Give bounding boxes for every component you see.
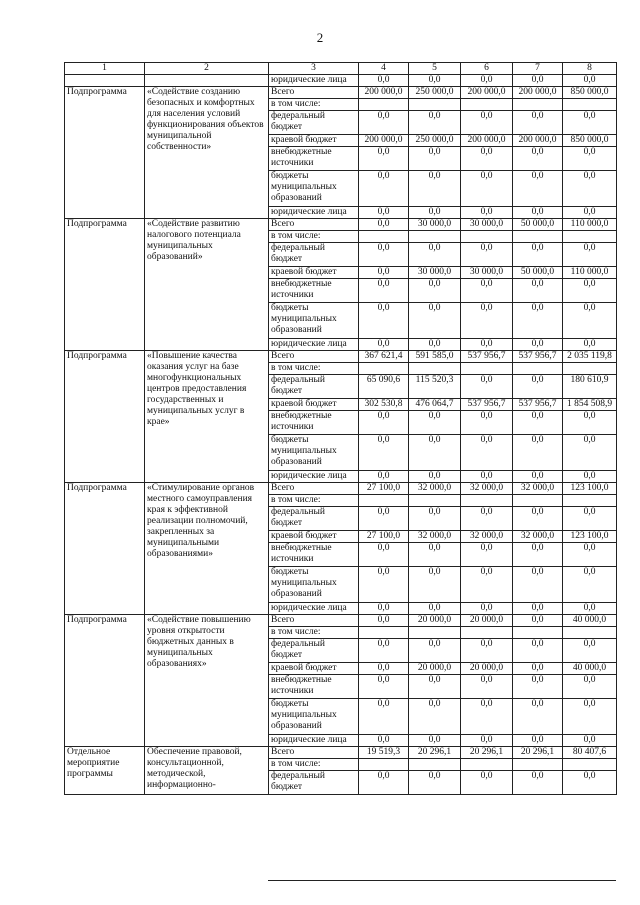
amount-cell: 0,0 bbox=[513, 663, 563, 675]
column-header: 1 bbox=[65, 63, 145, 75]
amount-cell: 0,0 bbox=[513, 279, 563, 303]
amount-cell: 0,0 bbox=[409, 279, 461, 303]
funding-source-label: внебюджетные источники bbox=[269, 675, 359, 699]
amount-cell: 0,0 bbox=[409, 411, 461, 435]
funding-source-label: бюджеты муниципальных образований bbox=[269, 567, 359, 603]
amount-cell: 367 621,4 bbox=[359, 351, 409, 363]
amount-cell bbox=[563, 231, 617, 243]
amount-cell: 537 956,7 bbox=[513, 351, 563, 363]
amount-cell: 0,0 bbox=[409, 675, 461, 699]
amount-cell bbox=[461, 231, 513, 243]
amount-cell bbox=[513, 363, 563, 375]
funding-source-label: Всего bbox=[269, 615, 359, 627]
amount-cell: 0,0 bbox=[513, 147, 563, 171]
funding-source-label: внебюджетные источники bbox=[269, 147, 359, 171]
amount-cell: 0,0 bbox=[359, 171, 409, 207]
program-name: «Повышение качества оказания услуг на базе многофункциональных центров предоставления государственных и муниципальных услуг в крае» bbox=[145, 351, 269, 483]
empty-cell bbox=[65, 75, 145, 87]
funding-source-label: бюджеты муниципальных образований bbox=[269, 303, 359, 339]
amount-cell: 0,0 bbox=[563, 639, 617, 663]
amount-cell: 123 100,0 bbox=[563, 483, 617, 495]
amount-cell bbox=[409, 99, 461, 111]
amount-cell: 32 000,0 bbox=[409, 483, 461, 495]
amount-cell bbox=[409, 627, 461, 639]
amount-cell: 476 064,7 bbox=[409, 399, 461, 411]
amount-cell: 0,0 bbox=[409, 111, 461, 135]
amount-cell bbox=[409, 363, 461, 375]
amount-cell: 591 585,0 bbox=[409, 351, 461, 363]
amount-cell: 0,0 bbox=[563, 411, 617, 435]
program-name: «Содействие развитию налогового потенциала муниципальных образований» bbox=[145, 219, 269, 351]
amount-cell: 0,0 bbox=[409, 243, 461, 267]
amount-cell: 0,0 bbox=[563, 303, 617, 339]
amount-cell: 0,0 bbox=[563, 699, 617, 735]
funding-source-label: краевой бюджет bbox=[269, 531, 359, 543]
amount-cell: 0,0 bbox=[563, 471, 617, 483]
amount-cell: 30 000,0 bbox=[461, 267, 513, 279]
amount-cell: 0,0 bbox=[461, 411, 513, 435]
amount-cell: 115 520,3 bbox=[409, 375, 461, 399]
program-name: «Содействие повышению уровня открытости бюджетных данных в муниципальных образованиях» bbox=[145, 615, 269, 747]
amount-cell: 200 000,0 bbox=[461, 87, 513, 99]
amount-cell: 0,0 bbox=[409, 543, 461, 567]
table-row bbox=[65, 351, 617, 363]
funding-source-label: федеральный бюджет bbox=[269, 507, 359, 531]
funding-source-label: в том числе: bbox=[269, 363, 359, 375]
amount-cell bbox=[359, 495, 409, 507]
amount-cell: 0,0 bbox=[409, 771, 461, 795]
amount-cell bbox=[409, 495, 461, 507]
funding-source-label: бюджеты муниципальных образований bbox=[269, 699, 359, 735]
amount-cell: 80 407,6 bbox=[563, 747, 617, 759]
amount-cell bbox=[409, 231, 461, 243]
amount-cell: 0,0 bbox=[461, 639, 513, 663]
amount-cell: 0,0 bbox=[359, 267, 409, 279]
amount-cell: 0,0 bbox=[409, 207, 461, 219]
budget-table bbox=[64, 62, 617, 795]
amount-cell: 850 000,0 bbox=[563, 87, 617, 99]
amount-cell bbox=[461, 99, 513, 111]
amount-cell: 0,0 bbox=[359, 675, 409, 699]
column-header: 7 bbox=[513, 63, 563, 75]
amount-cell: 0,0 bbox=[513, 171, 563, 207]
amount-cell: 0,0 bbox=[359, 507, 409, 531]
funding-source-label: федеральный бюджет bbox=[269, 111, 359, 135]
amount-cell: 30 000,0 bbox=[409, 267, 461, 279]
amount-cell: 110 000,0 bbox=[563, 219, 617, 231]
funding-source-label: Всего bbox=[269, 219, 359, 231]
amount-cell: 0,0 bbox=[359, 75, 409, 87]
amount-cell: 0,0 bbox=[461, 147, 513, 171]
amount-cell: 20 000,0 bbox=[409, 663, 461, 675]
funding-source-label: краевой бюджет bbox=[269, 267, 359, 279]
amount-cell: 0,0 bbox=[563, 279, 617, 303]
table-bottom-rule bbox=[268, 880, 616, 881]
header-row bbox=[65, 63, 617, 75]
funding-source-label: юридические лица bbox=[269, 603, 359, 615]
amount-cell: 0,0 bbox=[359, 219, 409, 231]
amount-cell: 20 296,1 bbox=[409, 747, 461, 759]
amount-cell: 0,0 bbox=[513, 339, 563, 351]
amount-cell: 20 296,1 bbox=[461, 747, 513, 759]
funding-source-label: Всего bbox=[269, 87, 359, 99]
amount-cell: 0,0 bbox=[461, 603, 513, 615]
amount-cell: 2 035 119,8 bbox=[563, 351, 617, 363]
amount-cell: 0,0 bbox=[359, 663, 409, 675]
amount-cell: 32 000,0 bbox=[513, 531, 563, 543]
amount-cell: 0,0 bbox=[513, 243, 563, 267]
amount-cell: 20 000,0 bbox=[409, 615, 461, 627]
funding-source-label: юридические лица bbox=[269, 735, 359, 747]
funding-source-label: федеральный бюджет bbox=[269, 639, 359, 663]
amount-cell: 537 956,7 bbox=[461, 351, 513, 363]
amount-cell: 0,0 bbox=[513, 411, 563, 435]
amount-cell: 0,0 bbox=[409, 699, 461, 735]
amount-cell: 0,0 bbox=[409, 435, 461, 471]
amount-cell: 30 000,0 bbox=[461, 219, 513, 231]
amount-cell: 20 296,1 bbox=[513, 747, 563, 759]
amount-cell: 0,0 bbox=[513, 735, 563, 747]
amount-cell bbox=[563, 495, 617, 507]
amount-cell bbox=[513, 231, 563, 243]
amount-cell bbox=[359, 627, 409, 639]
amount-cell: 537 956,7 bbox=[461, 399, 513, 411]
amount-cell: 200 000,0 bbox=[359, 135, 409, 147]
amount-cell: 0,0 bbox=[563, 243, 617, 267]
amount-cell: 32 000,0 bbox=[409, 531, 461, 543]
funding-source-label: федеральный бюджет bbox=[269, 243, 359, 267]
amount-cell bbox=[359, 759, 409, 771]
funding-source-label: в том числе: bbox=[269, 495, 359, 507]
amount-cell: 0,0 bbox=[359, 735, 409, 747]
amount-cell: 0,0 bbox=[513, 675, 563, 699]
amount-cell bbox=[359, 99, 409, 111]
program-type: Подпрограмма bbox=[65, 87, 145, 219]
amount-cell: 0,0 bbox=[513, 543, 563, 567]
amount-cell: 20 000,0 bbox=[461, 663, 513, 675]
amount-cell: 0,0 bbox=[359, 339, 409, 351]
amount-cell: 0,0 bbox=[461, 735, 513, 747]
amount-cell: 0,0 bbox=[461, 675, 513, 699]
amount-cell bbox=[461, 363, 513, 375]
amount-cell: 32 000,0 bbox=[461, 483, 513, 495]
amount-cell: 30 000,0 bbox=[409, 219, 461, 231]
amount-cell: 537 956,7 bbox=[513, 399, 563, 411]
amount-cell: 0,0 bbox=[359, 279, 409, 303]
amount-cell: 0,0 bbox=[409, 567, 461, 603]
funding-source-label: бюджеты муниципальных образований bbox=[269, 435, 359, 471]
amount-cell: 20 000,0 bbox=[461, 615, 513, 627]
amount-cell: 27 100,0 bbox=[359, 531, 409, 543]
amount-cell bbox=[461, 495, 513, 507]
amount-cell bbox=[563, 363, 617, 375]
amount-cell: 0,0 bbox=[513, 699, 563, 735]
amount-cell: 0,0 bbox=[563, 435, 617, 471]
program-type: Подпрограмма bbox=[65, 219, 145, 351]
table-row bbox=[65, 747, 617, 759]
amount-cell: 0,0 bbox=[409, 507, 461, 531]
amount-cell: 32 000,0 bbox=[461, 531, 513, 543]
program-name: Обеспечение правовой, консультационной, методической, информационно- bbox=[145, 747, 269, 795]
amount-cell: 123 100,0 bbox=[563, 531, 617, 543]
amount-cell: 40 000,0 bbox=[563, 615, 617, 627]
funding-source-label: юридические лица bbox=[269, 207, 359, 219]
amount-cell: 0,0 bbox=[461, 471, 513, 483]
funding-source-label: в том числе: bbox=[269, 759, 359, 771]
amount-cell: 0,0 bbox=[461, 507, 513, 531]
amount-cell: 19 519,3 bbox=[359, 747, 409, 759]
amount-cell: 0,0 bbox=[563, 207, 617, 219]
amount-cell: 0,0 bbox=[563, 567, 617, 603]
program-type: Подпрограмма bbox=[65, 351, 145, 483]
funding-source-label: Всего bbox=[269, 483, 359, 495]
amount-cell: 0,0 bbox=[461, 771, 513, 795]
amount-cell: 0,0 bbox=[513, 471, 563, 483]
amount-cell: 0,0 bbox=[563, 75, 617, 87]
amount-cell: 0,0 bbox=[563, 543, 617, 567]
funding-source-label: внебюджетные источники bbox=[269, 543, 359, 567]
amount-cell: 0,0 bbox=[409, 75, 461, 87]
amount-cell: 200 000,0 bbox=[513, 87, 563, 99]
amount-cell: 0,0 bbox=[563, 111, 617, 135]
amount-cell: 110 000,0 bbox=[563, 267, 617, 279]
amount-cell: 0,0 bbox=[461, 303, 513, 339]
amount-cell: 0,0 bbox=[513, 303, 563, 339]
amount-cell: 200 000,0 bbox=[359, 87, 409, 99]
amount-cell: 850 000,0 bbox=[563, 135, 617, 147]
amount-cell: 0,0 bbox=[359, 147, 409, 171]
table-row bbox=[65, 219, 617, 231]
column-header: 2 bbox=[145, 63, 269, 75]
program-name: «Содействие созданию безопасных и комфортных для населения условий функционирования объектов муниципальной собственности» bbox=[145, 87, 269, 219]
amount-cell: 50 000,0 bbox=[513, 219, 563, 231]
amount-cell: 27 100,0 bbox=[359, 483, 409, 495]
amount-cell: 0,0 bbox=[513, 207, 563, 219]
column-header: 4 bbox=[359, 63, 409, 75]
amount-cell: 0,0 bbox=[563, 339, 617, 351]
column-header: 5 bbox=[409, 63, 461, 75]
funding-source-label: в том числе: bbox=[269, 231, 359, 243]
amount-cell: 0,0 bbox=[513, 435, 563, 471]
amount-cell: 0,0 bbox=[461, 375, 513, 399]
amount-cell: 0,0 bbox=[461, 435, 513, 471]
amount-cell: 0,0 bbox=[513, 603, 563, 615]
amount-cell: 0,0 bbox=[513, 639, 563, 663]
amount-cell: 0,0 bbox=[359, 699, 409, 735]
page-number: 2 bbox=[316, 30, 324, 45]
amount-cell: 0,0 bbox=[409, 471, 461, 483]
table-row bbox=[65, 75, 617, 87]
amount-cell: 0,0 bbox=[461, 567, 513, 603]
amount-cell: 0,0 bbox=[461, 279, 513, 303]
amount-cell: 0,0 bbox=[563, 147, 617, 171]
amount-cell: 0,0 bbox=[409, 639, 461, 663]
amount-cell bbox=[513, 495, 563, 507]
amount-cell: 0,0 bbox=[513, 75, 563, 87]
empty-cell bbox=[145, 75, 269, 87]
amount-cell: 250 000,0 bbox=[409, 135, 461, 147]
amount-cell bbox=[359, 363, 409, 375]
funding-source-label: юридические лица bbox=[269, 471, 359, 483]
funding-source-label: внебюджетные источники bbox=[269, 411, 359, 435]
funding-source-label: в том числе: bbox=[269, 627, 359, 639]
amount-cell: 0,0 bbox=[359, 567, 409, 603]
table-row bbox=[65, 483, 617, 495]
amount-cell: 0,0 bbox=[359, 411, 409, 435]
program-type: Подпрограмма bbox=[65, 483, 145, 615]
amount-cell bbox=[513, 759, 563, 771]
amount-cell: 0,0 bbox=[563, 771, 617, 795]
amount-cell: 0,0 bbox=[359, 207, 409, 219]
amount-cell bbox=[563, 627, 617, 639]
amount-cell: 0,0 bbox=[359, 771, 409, 795]
funding-source-label: бюджеты муниципальных образований bbox=[269, 171, 359, 207]
amount-cell: 0,0 bbox=[563, 675, 617, 699]
funding-source-label: Всего bbox=[269, 747, 359, 759]
amount-cell: 0,0 bbox=[461, 339, 513, 351]
amount-cell: 50 000,0 bbox=[513, 267, 563, 279]
column-header: 6 bbox=[461, 63, 513, 75]
funding-source-label: в том числе: bbox=[269, 99, 359, 111]
column-header: 3 bbox=[269, 63, 359, 75]
amount-cell: 0,0 bbox=[359, 111, 409, 135]
amount-cell: 180 610,9 bbox=[563, 375, 617, 399]
funding-source-label: Всего bbox=[269, 351, 359, 363]
amount-cell: 0,0 bbox=[461, 243, 513, 267]
column-header: 8 bbox=[563, 63, 617, 75]
amount-cell: 0,0 bbox=[461, 207, 513, 219]
program-type: Отдельное мероприятие программы bbox=[65, 747, 145, 795]
amount-cell: 0,0 bbox=[513, 771, 563, 795]
amount-cell: 302 530,8 bbox=[359, 399, 409, 411]
amount-cell: 0,0 bbox=[563, 507, 617, 531]
amount-cell: 0,0 bbox=[563, 735, 617, 747]
funding-source-label: юридические лица bbox=[269, 75, 359, 87]
amount-cell: 0,0 bbox=[359, 603, 409, 615]
amount-cell: 250 000,0 bbox=[409, 87, 461, 99]
table-row bbox=[65, 615, 617, 627]
amount-cell: 0,0 bbox=[409, 171, 461, 207]
funding-source-label: федеральный бюджет bbox=[269, 375, 359, 399]
amount-cell: 0,0 bbox=[409, 339, 461, 351]
amount-cell: 0,0 bbox=[461, 171, 513, 207]
table-row bbox=[65, 87, 617, 99]
funding-source-label: федеральный бюджет bbox=[269, 771, 359, 795]
amount-cell: 0,0 bbox=[513, 111, 563, 135]
amount-cell: 0,0 bbox=[461, 543, 513, 567]
funding-source-label: краевой бюджет bbox=[269, 663, 359, 675]
funding-source-label: краевой бюджет bbox=[269, 399, 359, 411]
amount-cell: 0,0 bbox=[359, 615, 409, 627]
amount-cell: 0,0 bbox=[359, 639, 409, 663]
amount-cell: 0,0 bbox=[513, 507, 563, 531]
amount-cell: 0,0 bbox=[359, 435, 409, 471]
amount-cell: 0,0 bbox=[513, 567, 563, 603]
amount-cell: 40 000,0 bbox=[563, 663, 617, 675]
amount-cell bbox=[359, 231, 409, 243]
amount-cell: 0,0 bbox=[513, 375, 563, 399]
funding-source-label: юридические лица bbox=[269, 339, 359, 351]
amount-cell: 0,0 bbox=[359, 471, 409, 483]
amount-cell bbox=[513, 627, 563, 639]
amount-cell: 200 000,0 bbox=[513, 135, 563, 147]
program-type: Подпрограмма bbox=[65, 615, 145, 747]
amount-cell: 0,0 bbox=[461, 111, 513, 135]
amount-cell: 0,0 bbox=[563, 171, 617, 207]
amount-cell bbox=[409, 759, 461, 771]
amount-cell: 1 854 508,9 bbox=[563, 399, 617, 411]
amount-cell: 0,0 bbox=[359, 243, 409, 267]
amount-cell: 65 090,6 bbox=[359, 375, 409, 399]
amount-cell: 0,0 bbox=[461, 699, 513, 735]
amount-cell: 32 000,0 bbox=[513, 483, 563, 495]
amount-cell: 0,0 bbox=[563, 603, 617, 615]
amount-cell: 200 000,0 bbox=[461, 135, 513, 147]
amount-cell: 0,0 bbox=[409, 303, 461, 339]
amount-cell: 0,0 bbox=[409, 147, 461, 171]
amount-cell bbox=[513, 99, 563, 111]
amount-cell: 0,0 bbox=[409, 735, 461, 747]
amount-cell: 0,0 bbox=[359, 303, 409, 339]
funding-source-label: краевой бюджет bbox=[269, 135, 359, 147]
amount-cell: 0,0 bbox=[461, 75, 513, 87]
amount-cell: 0,0 bbox=[409, 603, 461, 615]
program-name: «Стимулирование органов местного самоуправления края к эффективной реализации полномочий, закрепленных за муниципальными образованиями» bbox=[145, 483, 269, 615]
funding-source-label: внебюджетные источники bbox=[269, 279, 359, 303]
amount-cell bbox=[461, 627, 513, 639]
amount-cell bbox=[563, 99, 617, 111]
amount-cell bbox=[563, 759, 617, 771]
amount-cell: 0,0 bbox=[359, 543, 409, 567]
amount-cell bbox=[461, 759, 513, 771]
amount-cell: 0,0 bbox=[513, 615, 563, 627]
